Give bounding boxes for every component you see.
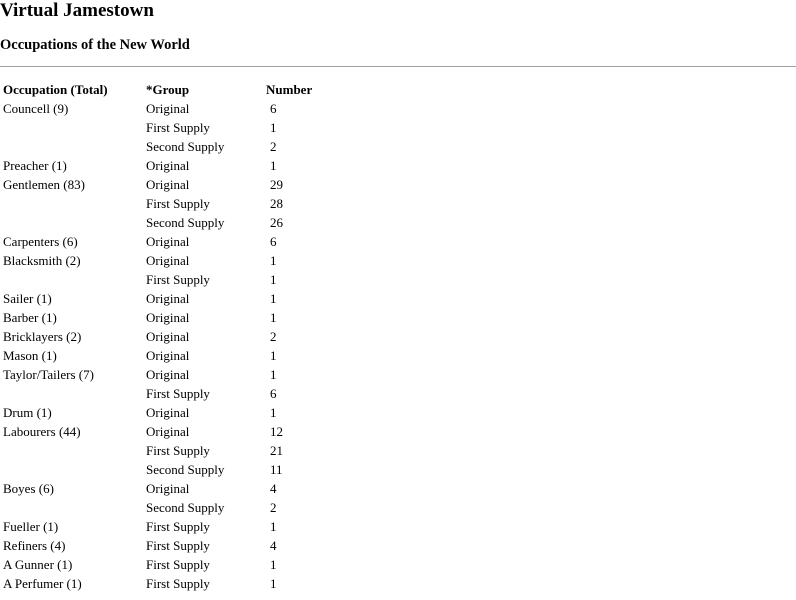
table-row	[1, 175, 330, 194]
header-group: *Group	[146, 82, 190, 97]
cell-group: Original	[146, 253, 190, 268]
cell-occupation	[1, 498, 144, 517]
cell-number: 29	[270, 177, 283, 192]
cell-number: 12	[270, 424, 283, 439]
cell-group: Original	[146, 424, 190, 439]
table-row	[1, 156, 330, 175]
cell-group: First Supply	[146, 576, 210, 591]
table-row	[1, 479, 330, 498]
table-row	[1, 555, 330, 574]
cell-group: First Supply	[146, 272, 210, 287]
cell-group: First Supply	[146, 557, 210, 572]
table-row	[1, 213, 330, 232]
table-row	[1, 517, 330, 536]
cell-number: 4	[270, 538, 277, 553]
table-row	[1, 422, 330, 441]
cell-group: Second Supply	[146, 215, 225, 230]
cell-occupation	[1, 270, 144, 289]
cell-number: 1	[270, 519, 277, 534]
table-row	[1, 137, 330, 156]
cell-number: 26	[270, 215, 283, 230]
cell-group: Original	[146, 101, 190, 116]
table-row	[1, 441, 330, 460]
cell-number: 1	[270, 291, 277, 306]
cell-group: Original	[146, 405, 190, 420]
table-row	[1, 118, 330, 137]
cell-number: 2	[270, 139, 277, 154]
occupations-table	[1, 80, 330, 593]
cell-occupation: Fueller (1)	[3, 519, 59, 534]
cell-occupation	[1, 213, 144, 232]
table-row	[1, 289, 330, 308]
cell-occupation: Preacher (1)	[3, 158, 67, 173]
cell-group: Original	[146, 481, 190, 496]
site-title: Virtual Jamestown	[0, 0, 154, 21]
cell-number: 2	[270, 329, 277, 344]
cell-occupation	[1, 384, 144, 403]
cell-occupation	[1, 118, 144, 137]
cell-occupation: Councell (9)	[3, 101, 69, 116]
cell-number: 1	[270, 405, 277, 420]
table-row	[1, 194, 330, 213]
cell-group: First Supply	[146, 519, 210, 534]
cell-occupation: Boyes (6)	[3, 481, 54, 496]
cell-number: 21	[270, 443, 283, 458]
cell-occupation: Carpenters (6)	[3, 234, 78, 249]
cell-occupation: Blacksmith (2)	[3, 253, 81, 268]
cell-group: Original	[146, 310, 190, 325]
table-row	[1, 384, 330, 403]
table-row	[1, 403, 330, 422]
table-row	[1, 346, 330, 365]
cell-occupation: Sailer (1)	[3, 291, 52, 306]
cell-group: First Supply	[146, 196, 210, 211]
cell-group: First Supply	[146, 443, 210, 458]
cell-group: Original	[146, 177, 190, 192]
cell-number: 4	[270, 481, 277, 496]
table-body	[1, 99, 330, 593]
cell-occupation: Labourers (44)	[3, 424, 81, 439]
cell-number: 1	[270, 367, 277, 382]
cell-group: Original	[146, 158, 190, 173]
cell-occupation	[1, 194, 144, 213]
cell-occupation: Drum (1)	[3, 405, 52, 420]
cell-number: 1	[270, 310, 277, 325]
cell-occupation: A Perfumer (1)	[3, 576, 82, 591]
cell-number: 1	[270, 272, 277, 287]
cell-occupation: Gentlemen (83)	[3, 177, 85, 192]
table-row	[1, 232, 330, 251]
cell-group: Original	[146, 291, 190, 306]
table-row	[1, 574, 330, 593]
table-header	[1, 80, 330, 99]
cell-number: 1	[270, 348, 277, 363]
cell-number: 1	[270, 557, 277, 572]
cell-number: 6	[270, 101, 277, 116]
cell-group: First Supply	[146, 386, 210, 401]
table-row	[1, 536, 330, 555]
cell-group: First Supply	[146, 538, 210, 553]
cell-occupation: Bricklayers (2)	[3, 329, 82, 344]
cell-group: Second Supply	[146, 500, 225, 515]
header-number: Number	[266, 82, 313, 97]
table-row	[1, 308, 330, 327]
cell-group: Second Supply	[146, 139, 225, 154]
cell-number: 6	[270, 234, 277, 249]
cell-occupation: Refiners (4)	[3, 538, 66, 553]
cell-occupation: Taylor/Tailers (7)	[3, 367, 94, 382]
cell-number: 11	[270, 462, 283, 477]
page-heading: Occupations of the New World	[0, 37, 190, 53]
cell-number: 1	[270, 120, 277, 135]
cell-group: Original	[146, 348, 190, 363]
cell-number: 1	[270, 576, 277, 591]
cell-number: 28	[270, 196, 283, 211]
header-occupation: Occupation (Total)	[3, 82, 108, 97]
cell-group: Original	[146, 234, 190, 249]
cell-group: Original	[146, 367, 190, 382]
cell-number: 1	[270, 158, 277, 173]
cell-occupation	[1, 441, 144, 460]
cell-occupation: A Gunner (1)	[3, 557, 73, 572]
table-row	[1, 498, 330, 517]
cell-group: Original	[146, 329, 190, 344]
cell-number: 6	[270, 386, 277, 401]
cell-occupation: Mason (1)	[3, 348, 57, 363]
cell-group: First Supply	[146, 120, 210, 135]
cell-occupation: Barber (1)	[3, 310, 57, 325]
cell-number: 1	[270, 253, 277, 268]
table-row	[1, 270, 330, 289]
table-row	[1, 327, 330, 346]
table-row	[1, 365, 330, 384]
cell-number: 2	[270, 500, 277, 515]
table-row	[1, 251, 330, 270]
cell-occupation	[1, 460, 144, 479]
divider	[0, 66, 796, 67]
cell-occupation	[1, 137, 144, 156]
header-row	[1, 80, 330, 99]
table-row	[1, 99, 330, 118]
table-row	[1, 460, 330, 479]
cell-group: Second Supply	[146, 462, 225, 477]
